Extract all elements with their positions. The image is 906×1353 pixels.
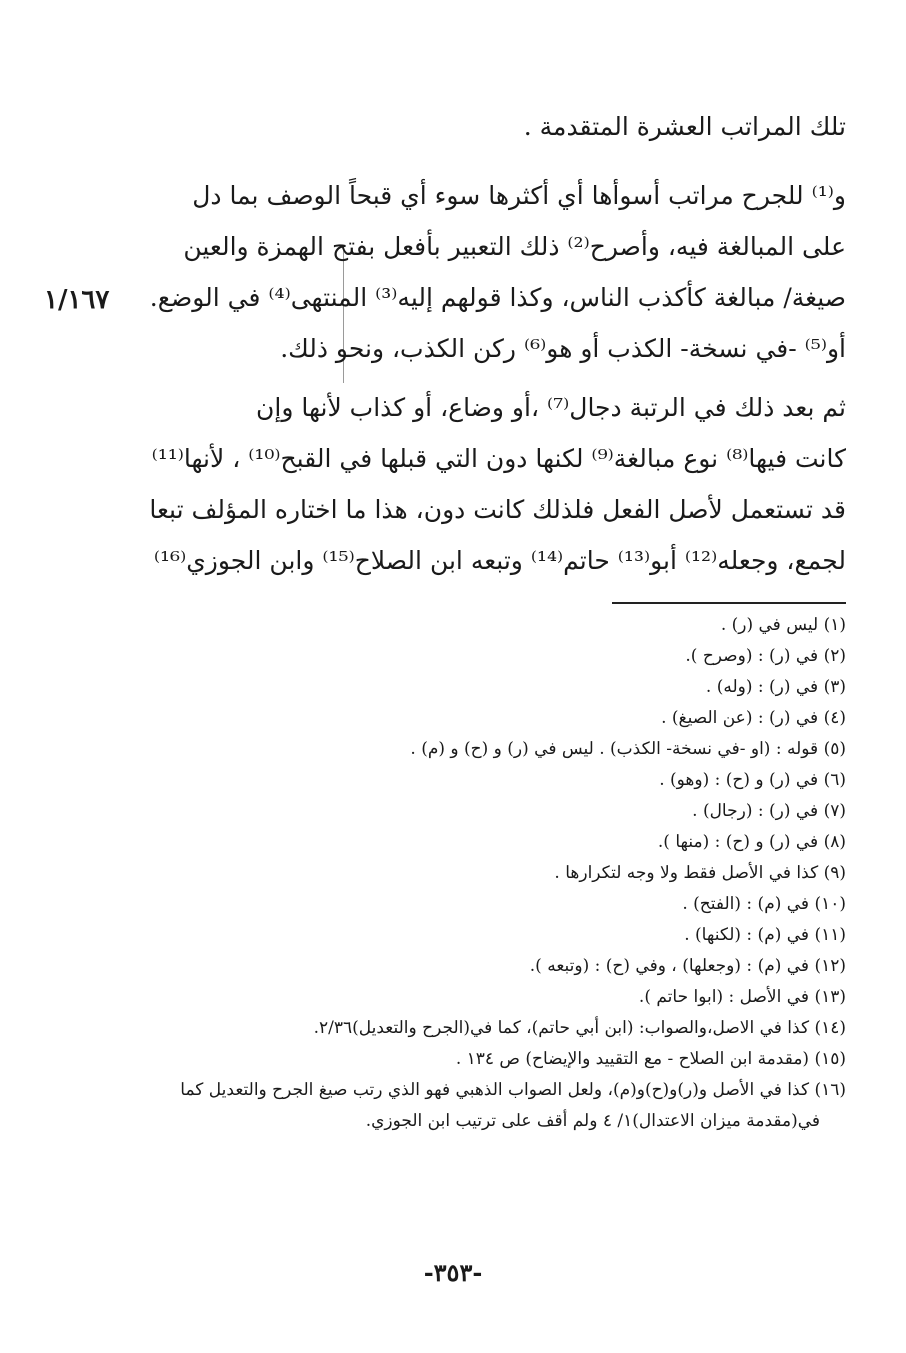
footnote-15: (١٥) (مقدمة ابن الصلاح - مع التقييد والإيضاح) ص ١٣٤ . — [455, 1049, 846, 1069]
footnote-3: (٣) في (ر) : (وله) . — [705, 677, 846, 697]
footnote-16: (١٦) كذا في الأصل و(ر)و(ح)و(م)، ولعل الصواب الذهبي فهو الذي رتب صيغ الجرح والتعديل كما — [180, 1080, 846, 1100]
paragraph-1-line-4: أو⁽⁵⁾ -في نسخة- الكذب أو هو⁽⁶⁾ ركن الكذب، ونحو ذلك. — [280, 334, 846, 363]
opening-line: تلك المراتب العشرة المتقدمة . — [523, 112, 846, 141]
footnote-5: (٥) قوله : (او -في نسخة- الكذب) . ليس في (ر) و (ح) و (م) . — [410, 739, 846, 759]
opening-line-block — [140, 101, 846, 152]
footnote-6: (٦) في (ر) و (ح) : (وهو) . — [659, 770, 846, 790]
page-number: -٣٥٣- — [423, 1258, 483, 1287]
paragraph-2-line-4: لجمع، وجعله⁽¹²⁾ أبو⁽¹³⁾ حاتم⁽¹⁴⁾ وتبعه ابن الصلاح⁽¹⁵⁾ وابن الجوزي⁽¹⁶⁾ — [153, 546, 846, 575]
paragraph-1-line-1: و⁽¹⁾ للجرح مراتب أسوأها أي أكثرها سوء أي قبحاً الوصف بما دل — [192, 181, 846, 210]
paragraph-1-line-2: على المبالغة فيه، وأصرح⁽²⁾ ذلك التعبير بأفعل بفتح الهمزة والعين — [183, 232, 846, 261]
footnote-10: (١٠) في (م) : (الفتح) . — [682, 894, 846, 914]
footnote-13: (١٣) في الأصل : (ابوا حاتم ). — [638, 987, 846, 1007]
footnote-8: (٨) في (ر) و (ح) : (منها ). — [657, 832, 846, 852]
footnote-2: (٢) في (ر) : (وصرح ). — [685, 646, 846, 666]
paragraph-2-line-2: كانت فيها⁽⁸⁾ نوع مبالغة⁽⁹⁾ لكنها دون التي قبلها في القبح⁽¹⁰⁾ ، لأنها⁽¹¹⁾ — [151, 444, 846, 473]
paragraph-2-line-1: ثم بعد ذلك في الرتبة دجال⁽⁷⁾ ،أو وضاع، أو كذاب لأنها وإن — [256, 393, 846, 422]
footnote-1: (١) ليس في (ر) . — [720, 615, 846, 635]
footnote-11: (١١) في (م) : (لكنها) . — [684, 925, 846, 945]
paragraph-1-line-3: صيغة/ مبالغة كأكذب الناس، وكذا قولهم إليه⁽³⁾ المنتهى⁽⁴⁾ في الوضع. — [149, 283, 846, 312]
footnote-12: (١٢) في (م) : (وجعلها) ، وفي (ح) : (وتبعه ). — [529, 956, 846, 976]
footnote-4: (٤) في (ر) : (عن الصيغ) . — [661, 708, 846, 728]
footnote-16-continuation: في(مقدمة ميزان الاعتدال)١/ ٤ ولم أقف على ترتيب ابن الجوزي. — [365, 1111, 820, 1131]
footnote-14: (١٤) كذا في الاصل،والصواب: (ابن أبي حاتم)، كما في(الجرح والتعديل)٢/٣٦. — [313, 1018, 846, 1038]
paragraph-2 — [140, 382, 846, 586]
paragraph-2-line-3: قد تستعمل لأصل الفعل فلذلك كانت دون، هذا ما اختاره المؤلف تبعا — [149, 495, 846, 524]
paragraph-1 — [140, 170, 846, 374]
footnotes-section — [150, 610, 846, 1137]
footnote-9: (٩) كذا في الأصل فقط ولا وجه لتكرارها . — [554, 863, 846, 883]
footnote-separator-rule — [612, 602, 846, 604]
margin-volume-page-reference: ١/١٦٧ — [44, 285, 110, 315]
footnote-7: (٧) في (ر) : (رجال) . — [692, 801, 846, 821]
